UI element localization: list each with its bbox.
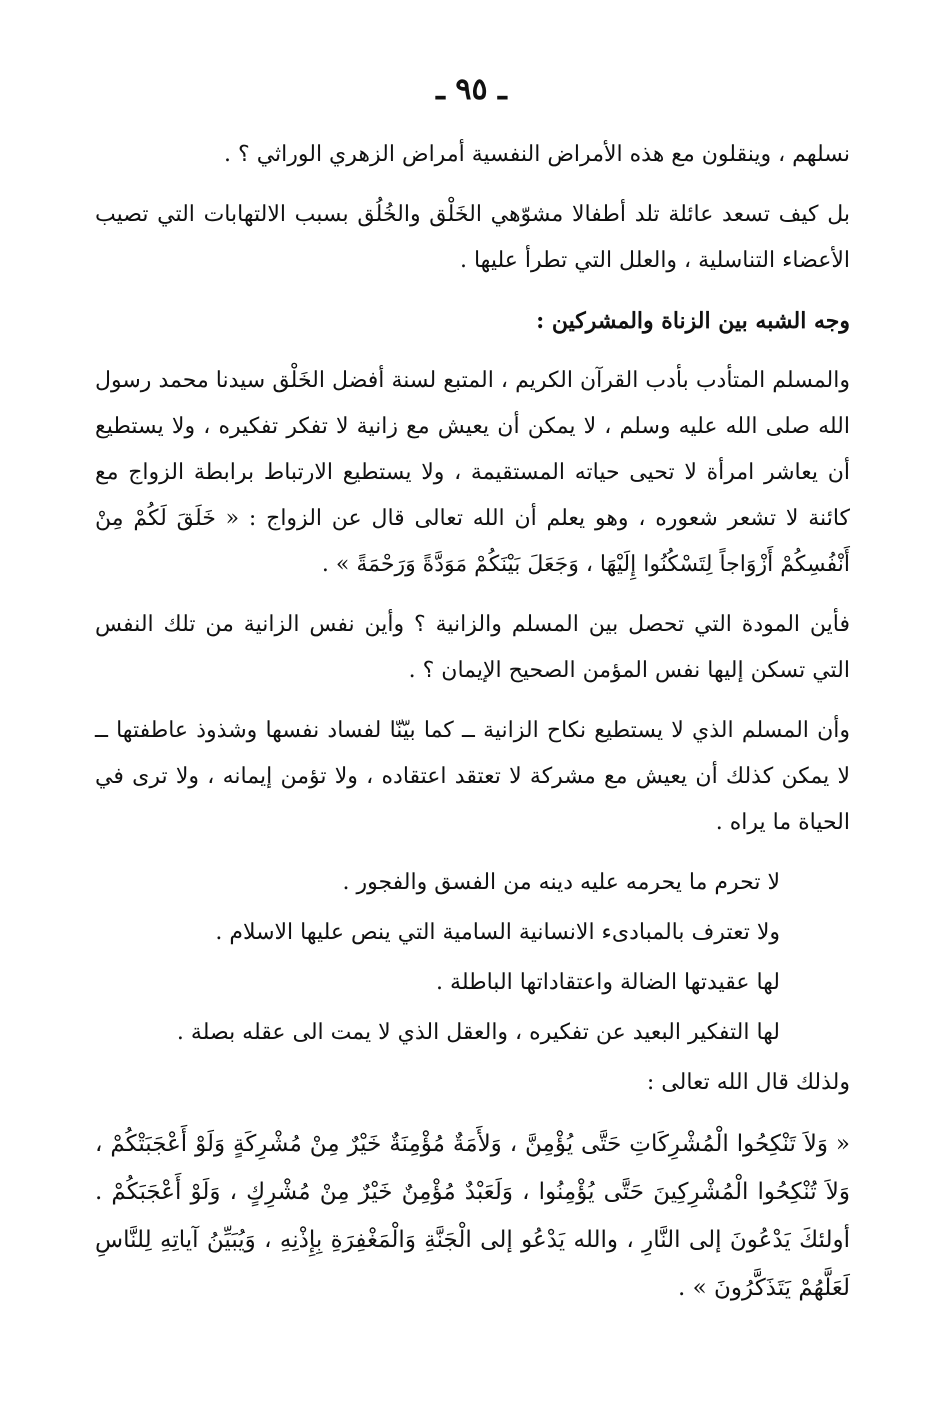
- page-number: ـ ٩٥ ـ: [436, 72, 507, 107]
- list-item: لا تحرم ما يحرمه عليه دينه من الفسق والفجور .: [342, 870, 780, 895]
- quran-verse: « وَلاَ تَنْكِحُوا الْمُشْرِكَاتِ حَتَّى يُؤْمِنَّ ، وَلأَمَةٌ مُؤْمِنَةٌ خَيْرٌ مِنْ مُشْرِكَةٍ وَلَوْ أَعْجَبَتْكُمْ ، وَلاَ تُنْكِحُوا الْمُشْرِكِينَ حَتَّى يُؤْمِنُوا ، وَلَعَبْدٌ مُؤْمِنٌ خَيْرٌ مِنْ مُشْرِكٍ ، وَلَوْ أَعْجَبَكُمْ . أولئكَ يَدْعُونَ إلى النَّارِ ، والله يَدْعُو إلى الْجَنَّةِ وَالْمَغْفِرَةِ بِإِذْنِهِ ، وَيُبَيِّنُ آياتِهِ لِلنَّاسِ لَعَلَّهُمْ يَتَذَكَّرُونَ » .: [95, 1131, 850, 1301]
- list-item: ولا تعترف بالمبادىء الانسانية السامية التي ينص عليها الاسلام .: [215, 920, 780, 945]
- section-heading: وجه الشبه بين الزناة والمشركين :: [536, 308, 850, 334]
- paragraph: ولذلك قال الله تعالى :: [646, 1070, 850, 1095]
- list-item: لها عقيدتها الضالة واعتقاداتها الباطلة .: [436, 970, 780, 995]
- paragraph: نسلهم ، وينقلون مع هذه الأمراض النفسية أمراض الزهري الوراثي ؟ .: [224, 142, 850, 167]
- list-item: لها التفكير البعيد عن تفكيره ، والعقل الذي لا يمت الى عقله بصلة .: [176, 1020, 780, 1045]
- page-body: [95, 132, 850, 1326]
- paragraph: وأن المسلم الذي لا يستطيع نكاح الزانية ــ كما بيّنّا لفساد نفسها وشذوذ عاطفتها ــ لا يمكن كذلك أن يعيش مع مشركة لا تعتقد اعتقاده ، ولا تؤمن إيمانه ، ولا ترى في الحياة ما يراه .: [95, 718, 850, 835]
- paragraph: بل كيف تسعد عائلة تلد أطفالا مشوّهي الخَلْق والخُلُق بسبب الالتهابات التي تصيب الأعضاء التناسلية ، والعلل التي تطرأ عليها .: [95, 202, 850, 273]
- paragraph: والمسلم المتأدب بأدب القرآن الكريم ، المتبع لسنة أفضل الخَلْق سيدنا محمد رسول الله صلى الله عليه وسلم ، لا يمكن أن يعيش مع زانية لا تفكر تفكيره ، ولا يستطيع أن يعاشر امرأة لا تحيى حياته المستقيمة ، ولا يستطيع الارتباط برابطة الزواج مع كائنة لا تشعر شعوره ، وهو يعلم أن الله تعالى قال عن الزواج : « خَلَقَ لَكُمْ مِنْ أَنْفُسِكُمْ أَزْوَاجاً لِتَسْكُنُوا إِلَيْهَا ، وَجَعَلَ بَيْنَكُمْ مَوَدَّةً وَرَحْمَةً » .: [95, 368, 850, 577]
- paragraph: فأين المودة التي تحصل بين المسلم والزانية ؟ وأين نفس الزانية من تلك النفس التي تسكن إليها نفس المؤمن الصحيح الإيمان ؟ .: [95, 612, 850, 683]
